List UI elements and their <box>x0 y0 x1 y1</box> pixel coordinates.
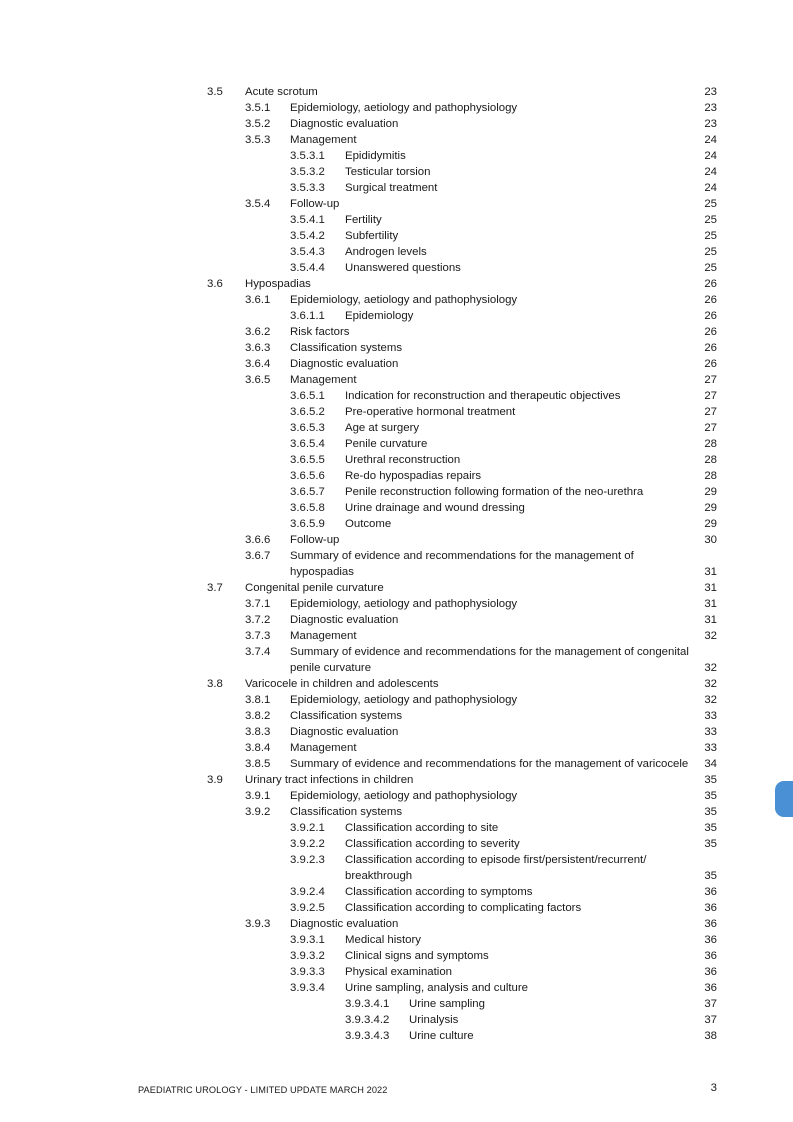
toc-entry-number: 3.6.1.1 <box>290 310 325 322</box>
toc-entry-number: 3.5.4.3 <box>290 246 325 258</box>
toc-entry-number: 3.9.2 <box>245 806 271 818</box>
section-tab-marker <box>775 781 793 817</box>
toc-entry-number: 3.6.5.4 <box>290 438 325 450</box>
toc-entry-title: Urinary tract infections in children <box>245 774 414 786</box>
toc-entry[interactable] <box>0 612 793 628</box>
toc-entry[interactable] <box>0 324 793 340</box>
toc-entry-page: 33 <box>704 726 717 738</box>
toc-entry[interactable] <box>0 436 793 452</box>
toc-entry-number: 3.9.3.4.1 <box>345 998 390 1010</box>
toc-entry-page: 27 <box>704 390 717 402</box>
table-of-contents <box>0 84 793 1044</box>
toc-entry-title: Management <box>290 742 357 754</box>
toc-entry[interactable] <box>0 964 793 980</box>
toc-entry[interactable] <box>0 116 793 132</box>
toc-entry-page: 27 <box>704 374 717 386</box>
toc-entry-title: Urine culture <box>409 1030 474 1042</box>
toc-entry-number: 3.5.1 <box>245 102 271 114</box>
toc-entry-page: 25 <box>704 214 717 226</box>
toc-entry-title: Urine sampling, analysis and culture <box>345 982 528 994</box>
toc-entry-number: 3.9.3.2 <box>290 950 325 962</box>
toc-entry-number: 3.7.3 <box>245 630 271 642</box>
toc-entry-title: Follow-up <box>290 534 340 546</box>
toc-entry-title: Penile reconstruction following formation of the neo-urethra <box>345 486 644 498</box>
toc-entry-title: Re-do hypospadias repairs <box>345 470 482 482</box>
toc-entry-number: 3.9.1 <box>245 790 271 802</box>
toc-entry-page: 35 <box>704 790 717 802</box>
toc-entry-page: 26 <box>704 358 717 370</box>
toc-entry-number: 3.9.2.2 <box>290 838 325 850</box>
toc-entry-page: 36 <box>704 902 717 914</box>
toc-entry-title: Epidemiology, aetiology and pathophysiology <box>290 694 518 706</box>
toc-entry-title: Epidemiology, aetiology and pathophysiology <box>290 598 518 610</box>
toc-entry-title: Summary of evidence and recommendations for the management of varicocele <box>290 758 689 770</box>
toc-entry[interactable] <box>0 548 793 580</box>
toc-entry[interactable] <box>0 260 793 276</box>
toc-entry-title: Age at surgery <box>345 422 420 434</box>
toc-entry[interactable] <box>0 804 793 820</box>
toc-entry[interactable] <box>0 292 793 308</box>
toc-entry-page: 36 <box>704 886 717 898</box>
toc-entry-page: 37 <box>704 998 717 1010</box>
toc-entry-page: 36 <box>704 918 717 930</box>
toc-entry-title: Summary of evidence and recommendations for the management of congenital penile curvature <box>290 646 689 674</box>
toc-entry-title: Follow-up <box>290 198 340 210</box>
toc-entry-number: 3.5.3 <box>245 134 271 146</box>
toc-entry[interactable] <box>0 628 793 644</box>
toc-entry-title: Surgical treatment <box>345 182 438 194</box>
toc-entry-page: 28 <box>704 470 717 482</box>
toc-entry-number: 3.6 <box>207 278 223 290</box>
toc-entry[interactable] <box>0 740 793 756</box>
toc-entry-number: 3.8.5 <box>245 758 271 770</box>
toc-entry-number: 3.9 <box>207 774 223 786</box>
toc-entry-title: Diagnostic evaluation <box>290 358 399 370</box>
toc-entry-title: Testicular torsion <box>345 166 431 178</box>
toc-entry-title: Pre-operative hormonal treatment <box>345 406 516 418</box>
toc-entry-page: 26 <box>704 278 717 290</box>
toc-entry-page: 26 <box>704 342 717 354</box>
toc-entry-page: 24 <box>704 182 717 194</box>
toc-entry-number: 3.5.3.2 <box>290 166 325 178</box>
toc-entry-page: 30 <box>704 534 717 546</box>
toc-entry-number: 3.6.5.6 <box>290 470 325 482</box>
toc-entry-page: 35 <box>704 838 717 850</box>
toc-entry-title: Classification according to site <box>345 822 499 834</box>
toc-entry-number: 3.6.5.2 <box>290 406 325 418</box>
toc-entry[interactable] <box>0 308 793 324</box>
toc-entry-title: Diagnostic evaluation <box>290 614 399 626</box>
toc-entry-title: Congenital penile curvature <box>245 582 384 594</box>
toc-entry[interactable] <box>0 1028 793 1044</box>
toc-entry[interactable] <box>0 100 793 116</box>
toc-entry[interactable] <box>0 852 793 884</box>
toc-entry-page: 31 <box>704 566 717 578</box>
toc-entry-title: Subfertility <box>345 230 399 242</box>
toc-entry-number: 3.9.2.1 <box>290 822 325 834</box>
toc-entry-number: 3.6.3 <box>245 342 271 354</box>
toc-entry-number: 3.9.3.1 <box>290 934 325 946</box>
toc-entry[interactable] <box>0 196 793 212</box>
toc-entry-title: Clinical signs and symptoms <box>345 950 489 962</box>
toc-entry[interactable] <box>0 388 793 404</box>
toc-entry[interactable] <box>0 212 793 228</box>
toc-entry-number: 3.6.4 <box>245 358 271 370</box>
toc-entry[interactable] <box>0 724 793 740</box>
toc-entry-title: Classification systems <box>290 342 403 354</box>
toc-entry[interactable] <box>0 996 793 1012</box>
toc-entry[interactable] <box>0 276 793 292</box>
toc-entry-page: 24 <box>704 166 717 178</box>
toc-entry-number: 3.8.4 <box>245 742 271 754</box>
toc-entry-page: 36 <box>704 966 717 978</box>
toc-entry-number: 3.9.3.4 <box>290 982 325 994</box>
toc-entry-page: 36 <box>704 950 717 962</box>
toc-entry-title: Classification according to symptoms <box>345 886 533 898</box>
toc-entry-title: Epidemiology <box>345 310 414 322</box>
toc-entry[interactable] <box>0 916 793 932</box>
toc-entry-title: Androgen levels <box>345 246 427 258</box>
toc-entry-title: Epididymitis <box>345 150 406 162</box>
toc-entry[interactable] <box>0 84 793 100</box>
toc-entry-title: Diagnostic evaluation <box>290 118 399 130</box>
toc-entry-number: 3.6.5.3 <box>290 422 325 434</box>
toc-entry-title: Outcome <box>345 518 392 530</box>
toc-entry[interactable] <box>0 820 793 836</box>
toc-entry-number: 3.5.4.2 <box>290 230 325 242</box>
toc-entry[interactable] <box>0 580 793 596</box>
toc-entry-number: 3.9.3.3 <box>290 966 325 978</box>
toc-entry-page: 36 <box>704 982 717 994</box>
toc-entry[interactable] <box>0 836 793 852</box>
toc-entry[interactable] <box>0 180 793 196</box>
toc-entry[interactable] <box>0 164 793 180</box>
toc-entry-title: Varicocele in children and adolescents <box>245 678 439 690</box>
toc-entry-number: 3.6.5 <box>245 374 271 386</box>
toc-entry-page: 28 <box>704 454 717 466</box>
toc-entry-number: 3.6.5.9 <box>290 518 325 530</box>
toc-entry-page: 35 <box>704 870 717 882</box>
toc-entry-title: Classification systems <box>290 710 403 722</box>
toc-entry-title: Management <box>290 374 357 386</box>
toc-entry[interactable] <box>0 372 793 388</box>
toc-entry-title: Fertility <box>345 214 382 226</box>
toc-entry-title: Classification systems <box>290 806 403 818</box>
toc-entry-title: Epidemiology, aetiology and pathophysiology <box>290 790 518 802</box>
toc-entry-number: 3.9.3.4.3 <box>345 1030 390 1042</box>
toc-entry-page: 28 <box>704 438 717 450</box>
toc-entry-title: Acute scrotum <box>245 86 318 98</box>
toc-entry-page: 32 <box>704 678 717 690</box>
toc-entry-number: 3.9.2.5 <box>290 902 325 914</box>
toc-entry-page: 27 <box>704 422 717 434</box>
toc-entry-number: 3.5.4.4 <box>290 262 325 274</box>
toc-entry-title: Management <box>290 134 357 146</box>
toc-entry[interactable] <box>0 148 793 164</box>
toc-entry-page: 23 <box>704 86 717 98</box>
toc-entry[interactable] <box>0 708 793 724</box>
toc-entry-page: 23 <box>704 118 717 130</box>
toc-entry-number: 3.8.3 <box>245 726 271 738</box>
toc-entry[interactable] <box>0 980 793 996</box>
toc-entry[interactable] <box>0 900 793 916</box>
toc-entry[interactable] <box>0 532 793 548</box>
toc-entry-title: Physical examination <box>345 966 452 978</box>
toc-entry-page: 35 <box>704 774 717 786</box>
toc-entry[interactable] <box>0 756 793 772</box>
toc-entry-page: 26 <box>704 310 717 322</box>
toc-entry-title: Indication for reconstruction and therapeutic objectives <box>345 390 621 402</box>
toc-entry-page: 25 <box>704 230 717 242</box>
toc-entry-page: 32 <box>704 694 717 706</box>
toc-entry-title: Classification according to severity <box>345 838 520 850</box>
toc-entry[interactable] <box>0 244 793 260</box>
toc-entry-page: 37 <box>704 1014 717 1026</box>
toc-entry-page: 36 <box>704 934 717 946</box>
toc-entry[interactable] <box>0 468 793 484</box>
toc-entry-page: 38 <box>704 1030 717 1042</box>
toc-entry-number: 3.5.3.1 <box>290 150 325 162</box>
toc-entry-title: Unanswered questions <box>345 262 461 274</box>
toc-entry-number: 3.6.2 <box>245 326 271 338</box>
toc-entry-page: 32 <box>704 662 717 674</box>
toc-entry-title: Urinalysis <box>409 1014 459 1026</box>
toc-entry[interactable] <box>0 1012 793 1028</box>
toc-entry-number: 3.6.5.1 <box>290 390 325 402</box>
footer-document-title: PAEDIATRIC UROLOGY - LIMITED UPDATE MARCH 2022 <box>138 1085 388 1095</box>
toc-entry-number: 3.5 <box>207 86 223 98</box>
toc-entry-title: Diagnostic evaluation <box>290 918 399 930</box>
toc-entry-page: 23 <box>704 102 717 114</box>
toc-entry-page: 26 <box>704 326 717 338</box>
toc-entry-page: 31 <box>704 614 717 626</box>
toc-entry-number: 3.7.1 <box>245 598 271 610</box>
toc-entry[interactable] <box>0 932 793 948</box>
toc-entry-number: 3.9.2.4 <box>290 886 325 898</box>
toc-entry-title: Epidemiology, aetiology and pathophysiology <box>290 294 518 306</box>
footer-page-number: 3 <box>710 1082 717 1094</box>
toc-entry-title: Classification according to complicating factors <box>345 902 582 914</box>
toc-entry[interactable] <box>0 132 793 148</box>
toc-entry-page: 34 <box>704 758 717 770</box>
toc-entry-number: 3.6.5.5 <box>290 454 325 466</box>
toc-entry[interactable] <box>0 484 793 500</box>
toc-entry-number: 3.6.6 <box>245 534 271 546</box>
toc-entry-page: 27 <box>704 406 717 418</box>
toc-entry-title: Risk factors <box>290 326 350 338</box>
toc-entry-page: 24 <box>704 134 717 146</box>
toc-entry-title: Hypospadias <box>245 278 311 290</box>
toc-entry-number: 3.9.3 <box>245 918 271 930</box>
toc-entry[interactable] <box>0 340 793 356</box>
toc-entry-page: 33 <box>704 742 717 754</box>
toc-entry-title: Urethral reconstruction <box>345 454 461 466</box>
toc-entry-number: 3.7 <box>207 582 223 594</box>
toc-entry-page: 24 <box>704 150 717 162</box>
toc-entry-number: 3.5.4 <box>245 198 271 210</box>
toc-entry-number: 3.8.2 <box>245 710 271 722</box>
toc-entry-title: Diagnostic evaluation <box>290 726 399 738</box>
toc-entry-number: 3.9.2.3 <box>290 854 325 866</box>
toc-entry-title: Penile curvature <box>345 438 428 450</box>
toc-entry-number: 3.6.5.8 <box>290 502 325 514</box>
toc-entry-title: Management <box>290 630 357 642</box>
toc-entry-page: 31 <box>704 582 717 594</box>
toc-entry[interactable] <box>0 676 793 692</box>
toc-entry-page: 33 <box>704 710 717 722</box>
toc-entry[interactable] <box>0 404 793 420</box>
toc-entry-number: 3.5.3.3 <box>290 182 325 194</box>
toc-entry-title: Classification according to episode first/persistent/recurrent/ breakthrough <box>345 854 647 882</box>
toc-entry-number: 3.6.7 <box>245 550 271 562</box>
toc-entry[interactable] <box>0 788 793 804</box>
toc-entry-title: Urine drainage and wound dressing <box>345 502 525 514</box>
toc-entry-page: 35 <box>704 806 717 818</box>
toc-entry-number: 3.5.4.1 <box>290 214 325 226</box>
toc-entry-number: 3.7.4 <box>245 646 271 658</box>
toc-entry[interactable] <box>0 228 793 244</box>
toc-entry[interactable] <box>0 644 793 676</box>
toc-entry-title: Urine sampling <box>409 998 485 1010</box>
toc-entry[interactable] <box>0 420 793 436</box>
toc-entry-page: 35 <box>704 822 717 834</box>
toc-entry[interactable] <box>0 692 793 708</box>
toc-entry-title: Epidemiology, aetiology and pathophysiology <box>290 102 518 114</box>
toc-entry[interactable] <box>0 516 793 532</box>
toc-entry-page: 26 <box>704 294 717 306</box>
toc-entry-number: 3.8.1 <box>245 694 271 706</box>
toc-entry-page: 25 <box>704 246 717 258</box>
toc-entry-number: 3.8 <box>207 678 223 690</box>
toc-entry[interactable] <box>0 884 793 900</box>
toc-entry-number: 3.5.2 <box>245 118 271 130</box>
toc-entry-number: 3.6.1 <box>245 294 271 306</box>
toc-entry[interactable] <box>0 356 793 372</box>
toc-entry-page: 31 <box>704 598 717 610</box>
toc-entry-number: 3.9.3.4.2 <box>345 1014 390 1026</box>
toc-entry-page: 29 <box>704 502 717 514</box>
toc-entry-number: 3.6.5.7 <box>290 486 325 498</box>
toc-entry-title: Summary of evidence and recommendations for the management of hypospadias <box>290 550 634 578</box>
toc-entry[interactable] <box>0 596 793 612</box>
toc-entry-title: Medical history <box>345 934 421 946</box>
toc-entry-page: 25 <box>704 198 717 210</box>
toc-entry[interactable] <box>0 772 793 788</box>
toc-entry-number: 3.7.2 <box>245 614 271 626</box>
toc-entry-page: 29 <box>704 518 717 530</box>
toc-entry[interactable] <box>0 948 793 964</box>
toc-entry-page: 25 <box>704 262 717 274</box>
toc-entry[interactable] <box>0 500 793 516</box>
toc-entry-page: 29 <box>704 486 717 498</box>
toc-entry[interactable] <box>0 452 793 468</box>
toc-entry-page: 32 <box>704 630 717 642</box>
